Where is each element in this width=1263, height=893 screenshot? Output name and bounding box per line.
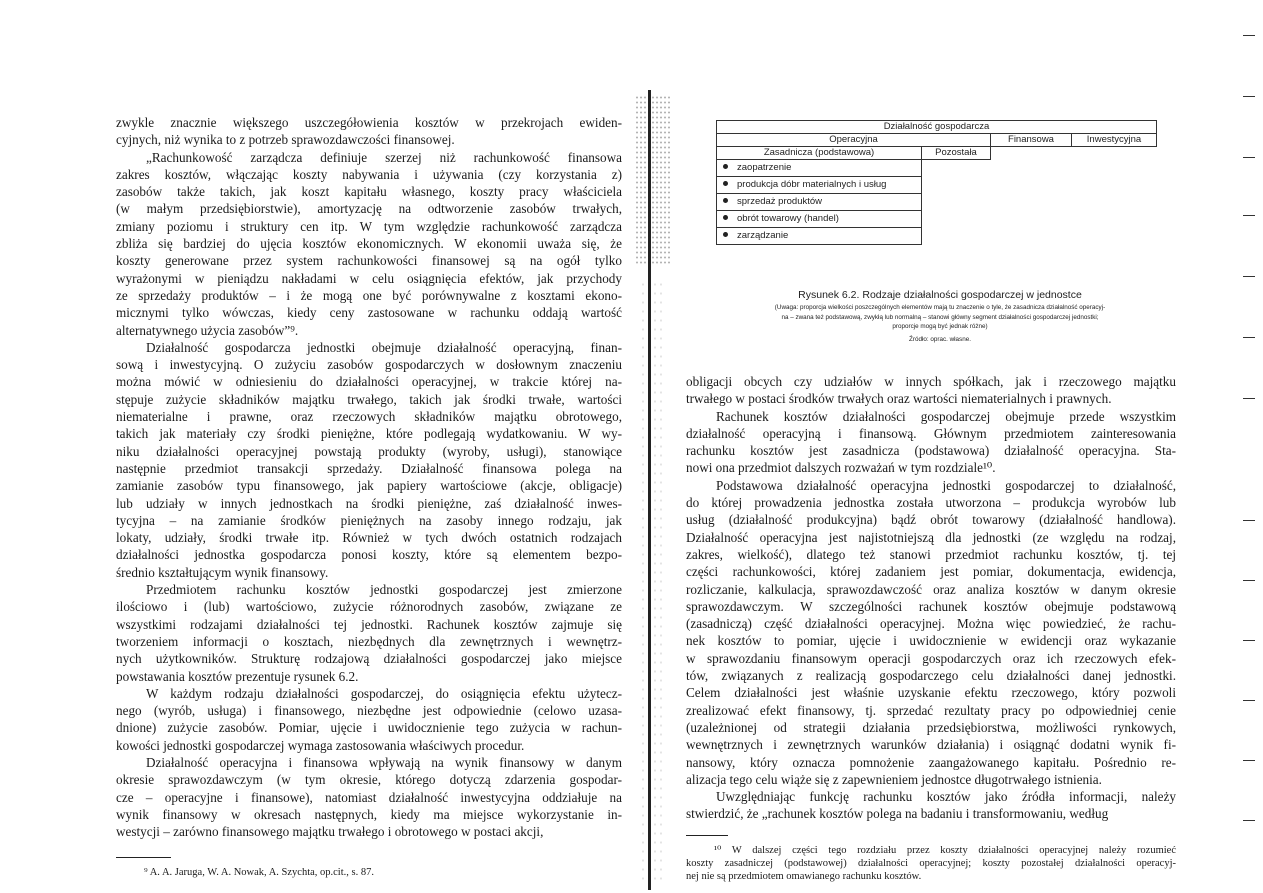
left-page xyxy=(116,114,622,879)
page-edge-mark xyxy=(1243,337,1255,338)
text-line: średnio kształtującym wynik finansowy. xyxy=(116,564,329,580)
figure-note-line: (Uwaga: proporcja wielkości poszczególnych elementów mają tu znaczenie o tyle, że zasadnicza działalność operacyj- xyxy=(774,304,1106,311)
text-line: Działalność gospodarcza jednostki obejmuje działalność operacyjną, finan- xyxy=(146,339,622,355)
page-edge-mark xyxy=(1243,580,1255,581)
text-line: zasobów także takich, jak koszt kapitału własnego, koszty pracy właściciela xyxy=(116,184,622,200)
diagram-item xyxy=(716,176,922,194)
paragraph xyxy=(686,373,1176,408)
text-line: Przedmiotem rachunku kosztów jednostki gospodarczej jest zmierzone xyxy=(146,582,622,598)
text-line: koszty generowane przez system rachunkowości finansowej są na ogół tylko xyxy=(116,253,622,269)
text-line: obligacji obcych czy udziałów w innych spółkach, jak i rzeczowego majątku xyxy=(686,374,1176,389)
diagram-cell-operacyjna: Operacyjna xyxy=(716,133,991,147)
text-line: tycyjna – na zamianie środków pieniężnych na zasoby innego rodzaju, jak xyxy=(116,512,622,528)
figure-caption-block xyxy=(700,289,1180,344)
text-line: kowości jednostki gospodarczej wymaga zastosowania właściwych procedur. xyxy=(116,737,525,753)
right-page-body xyxy=(686,373,1176,823)
text-line: Działalność operacyjna jest najistotniejszą dla jednostki (ze względu na rodzaj, xyxy=(686,529,1176,545)
text-line: tów, związanych z realizacją gospodarczego celu działalności danej jednostki. xyxy=(686,668,1176,684)
footnote-10 xyxy=(686,844,1176,883)
text-line: części rachunkowości, której zadaniem jest pomiar, dokumentacja, ewidencja, xyxy=(686,564,1176,580)
page-edge-mark xyxy=(1243,215,1255,216)
paragraph xyxy=(116,754,622,840)
diagram-cell-pozostala: Pozostała xyxy=(921,146,991,160)
text-line: Celem działalności jest właśnie uzyskanie efektu rzeczowego, który pozwoli xyxy=(686,685,1176,701)
text-line: nego (wyrób, usługa) i finansowego, niezbędne jest odpowiednie (celowo uzasa- xyxy=(116,703,622,719)
text-line: Działalność operacyjna i finansowa wpływają na wynik finansowy w danym xyxy=(146,754,622,770)
left-page-body xyxy=(116,114,622,840)
text-line: cze – operacyjne i finansowe), natomiast działalność inwestycyjna oddziałuje na xyxy=(116,789,622,805)
text-line: sprawozdawczym. W szczególności rachunek kosztów obejmuje podstawową xyxy=(686,598,1176,614)
footnote-line: koszty zasadniczej (podstawowej) działalności operacyjnej; koszty pozostałej działalności operacyj- xyxy=(686,857,1176,869)
text-line: Podstawowa działalność operacyjna jednostki gospodarczej to działalność, xyxy=(716,477,1176,493)
text-line: nansowy, który oznacza pomnożenie zaangażowanego kapitału. Pośrednio re- xyxy=(686,754,1176,770)
bullet-icon xyxy=(723,232,728,237)
paragraph xyxy=(116,149,622,339)
diagram-item-label: sprzedaż produktów xyxy=(737,196,823,207)
diagram-item-label: obrót towarowy (handel) xyxy=(737,213,839,224)
paragraph xyxy=(116,685,622,754)
text-line: alizacja tego celu wiąże się z zapewnieniem jednostce długotrwałego istnienia. xyxy=(686,771,1102,787)
page-edge-mark xyxy=(1243,398,1255,399)
diagram-cell-inwestycyjna: Inwestycyjna xyxy=(1071,133,1157,147)
text-line: cyjnych, niż wynika to z potrzeb sprawozdawczości finansowej. xyxy=(116,132,455,148)
text-line: micznymi tylko wówczas, kiedy ceny zastosowane w rachunku oddają wartość xyxy=(116,305,622,321)
text-line: zakres kosztów, włączając koszty nabywania i używania (czy korzystania z) xyxy=(116,166,622,182)
paragraph xyxy=(686,477,1176,788)
text-line: niku działalności operacyjnej powstają produkty (wyroby, usługi), stanowiące xyxy=(116,443,622,459)
diagram-item xyxy=(716,159,922,177)
figure-note-line: na – zwana też podstawową, zwykłą lub normalną – stanowi główny segment działalności gospodarczej jednostki; xyxy=(781,313,1099,321)
text-line: (w małym przedsiębiorstwie), amortyzację na odtworzenie zasobów trwałych, xyxy=(116,201,622,217)
book-binding xyxy=(648,90,651,890)
diagram-item-label: zarządzanie xyxy=(737,230,789,241)
figure-source: Źródło: oprac. własne. xyxy=(909,335,971,343)
text-line: „Rachunkowość zarządcza definiuje szerzej niż rachunkowość finansowa xyxy=(146,149,622,165)
footnote-divider xyxy=(116,857,171,858)
diagram-item xyxy=(716,210,922,228)
text-line: zwykle znacznie większego uszczegółowienia kosztów w przekrojach ewiden- xyxy=(116,115,622,130)
text-line: Rachunek kosztów działalności gospodarczej obejmuje przede wszystkim xyxy=(716,408,1176,424)
text-line: niematerialne i prawne, oraz rzeczowych składników majątku obrotowego, xyxy=(116,409,622,425)
text-line: działalność operacyjną i finansową. Głównym przedmiotem zainteresowania xyxy=(686,425,1176,441)
text-line: zamianie zasobów typu finansowego, jak papiery wartościowe (akcje, obligacje) xyxy=(116,478,622,494)
page-edge-mark xyxy=(1243,35,1255,36)
bullet-icon xyxy=(723,215,728,220)
diagram-root-cell: Działalność gospodarcza xyxy=(716,120,1157,134)
text-line: ze sprzedaży produktów – i że mogą one być porównywalne z kosztami ekono- xyxy=(116,287,622,303)
paragraph xyxy=(116,114,622,149)
text-line: rachunku kosztów jest zasadnicza (podstawowa) działalność operacyjna. Sta- xyxy=(686,443,1176,459)
text-line: (zasadniczą) część działalności operacyjnej. Można więc powiedzieć, że rachu- xyxy=(686,616,1176,632)
text-line: nych użytkowników. Strukturę rodzajową działalności gospodarczej jako miejsce xyxy=(116,651,622,667)
text-line: lub udziały w innych jednostkach na środki pieniężne, zaś działalność inwes- xyxy=(116,495,622,511)
text-line: westycji – zarówno finansowego majątku trwałego i obrotowego w postaci akcji, xyxy=(116,824,544,840)
text-line: W każdym rodzaju działalności gospodarczej, do osiągnięcia efektu użytecz- xyxy=(146,685,622,701)
right-page xyxy=(686,373,1176,883)
text-line: następnie przedmiot transakcji sprzedaży. Działalność finansowa polega na xyxy=(116,460,622,476)
text-line: działalności jednostka gospodarcza ponosi koszty, które są elementem bezpo- xyxy=(116,547,622,563)
footnote-9: ⁹ A. A. Jaruga, W. A. Nowak, A. Szychta, op.cit., s. 87. xyxy=(144,867,374,879)
diagram-item xyxy=(716,193,922,211)
paragraph xyxy=(686,788,1176,823)
text-line: stępuje zużycie składników majątku trwałego, takich jak środki trwałe, wartości xyxy=(116,391,622,407)
text-line: takich jak materiały czy środki pieniężne, które podlegają wydatkowaniu. W wy- xyxy=(116,426,622,442)
text-line: zrealizować efekt finansowy, tj. sprzedać rezultaty pracy po odpowiedniej cenie xyxy=(686,702,1176,718)
text-line: do której prowadzenia jednostka została utworzona – produkcja wyrobów lub xyxy=(686,495,1176,511)
text-line: lokaty, udziały, środki trwałe itp. Również w tych dwóch ostatnich rodzajach xyxy=(116,530,622,546)
text-line: zakres, wielkość), dlatego też stanowi przedmiot rachunku kosztów, tj. tej xyxy=(686,546,1176,562)
figure-caption: Rysunek 6.2. Rodzaje działalności gospodarczej w jednostce xyxy=(798,289,1082,301)
text-line: wewnętrznych i zewnętrznych warunków działania) i osiągnąć dodatni wynik fi- xyxy=(686,737,1176,753)
page-edge-mark xyxy=(1243,520,1255,521)
bullet-icon xyxy=(723,181,728,186)
diagram-cell-zasadnicza: Zasadnicza (podstawowa) xyxy=(716,146,922,160)
page-edge-mark xyxy=(1243,700,1255,701)
text-line: stwierdzić, że „rachunek kosztów polega na badaniu i transformowaniu, według xyxy=(686,806,1109,822)
text-line: powstawania kosztów prezentuje rysunek 6.2. xyxy=(116,668,359,684)
text-line: rozliczanie, kalkulacja, sprawozdawczość oraz analiza kosztów w danym okresie xyxy=(686,581,1176,597)
binding-speckle xyxy=(635,95,670,265)
text-line: ilościowo i (lub) wartościowo, zużycie różnorodnych zasobów, związane ze xyxy=(116,599,622,615)
text-line: wszystkimi rodzajami działalności tej jednostki. Rachunek kosztów zajmuje się xyxy=(116,616,622,632)
diagram-item-label: zaopatrzenie xyxy=(737,162,792,173)
text-line: Uwzględniając funkcję rachunku kosztów jako źródła informacji, należy xyxy=(716,789,1176,805)
text-line: zmiany poziomu i struktury cen itp. W tym względzie rachunkowość zarządcza xyxy=(116,218,622,234)
text-line: nowi ona przedmiot dalszych rozważań w tym rozdziale¹⁰. xyxy=(686,460,996,476)
text-line: zbliża się bardziej do ujęcia kosztów ekonomicznych. W ekonomii uważa się, że xyxy=(116,236,622,252)
page-edge-mark xyxy=(1243,820,1255,821)
text-line: dnione) zużycie zasobów. Pomiar, ujęcie i uwidocznienie tego zużycia w rachun- xyxy=(116,720,622,736)
page-edge-mark xyxy=(1243,276,1255,277)
footnote-divider xyxy=(686,835,728,836)
page-edge-mark xyxy=(1243,157,1255,158)
text-line: sową i inwestycyjną. O zużyciu zasobów gospodarczych w dosłownym znaczeniu xyxy=(116,357,622,373)
text-line: okresie sprawozdawczym (w tym okresie, którego dotyczą zdarzenia gospodar- xyxy=(116,772,622,788)
text-line: alternatywnego użycia zasobów”⁹. xyxy=(116,322,299,338)
page-edge-mark xyxy=(1243,640,1255,641)
text-line: wynik finansowy w okresach następnych, kiedy ma miejsce wykorzystanie in- xyxy=(116,806,622,822)
text-line: można mówić w odniesieniu do działalności operacyjnej, w trakcie której na- xyxy=(116,374,622,390)
page-edge-mark xyxy=(1243,96,1255,97)
text-line: w sprawozdaniu finansowym operacji gospodarczych oraz ich rzeczowych efek- xyxy=(686,650,1176,666)
figure-note xyxy=(700,303,1180,332)
diagram-cell-finansowa: Finansowa xyxy=(990,133,1072,147)
page-edge-mark xyxy=(1243,760,1255,761)
paragraph xyxy=(116,581,622,685)
text-line: nek kosztów to pomiar, ujęcie i uwidocznienie w ewidencji oraz wykazanie xyxy=(686,633,1176,649)
diagram-item xyxy=(716,227,922,245)
text-line: (uzależnionej od strategii działania przedsiębiorstwa, możliwości rynkowych, xyxy=(686,719,1176,735)
footnote-line: nej nie są przedmiotem omawianego rachunku kosztów. xyxy=(686,870,922,882)
binding-speckle-lower xyxy=(640,280,665,880)
text-line: usług (działalność produkcyjna) bądź obrót towarowy (działalność handlowa). xyxy=(686,512,1176,528)
bullet-icon xyxy=(723,164,728,169)
text-line: tworzeniem informacji o kosztach, niezbędnych dla zewnętrznych i wewnętrz- xyxy=(116,633,622,649)
figure-note-line: proporcje mogą być jednak różne) xyxy=(892,323,988,330)
diagram-item-label: produkcja dóbr materialnych i usług xyxy=(737,179,887,190)
paragraph xyxy=(116,339,622,581)
text-line: trwałego w postaci środków trwałych oraz wartości niematerialnych i prawnych. xyxy=(686,391,1112,407)
text-line: wyrażonymi w pieniądzu nakładami w celu osiągnięcia efektów, jak przychody xyxy=(116,270,622,286)
bullet-icon xyxy=(723,198,728,203)
paragraph xyxy=(686,408,1176,477)
footnote-line: ¹⁰ W dalszej części tego rozdziału przez koszty działalności operacyjnej należy rozumieć xyxy=(714,844,1176,856)
